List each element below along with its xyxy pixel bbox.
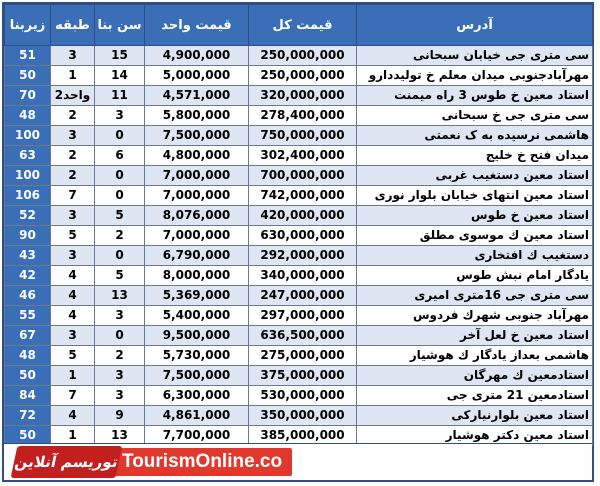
cell-total-price: 250,000,000 bbox=[249, 66, 357, 86]
cell-unit-price: 5,369,000 bbox=[145, 286, 249, 306]
cell-total-price: 250,000,000 bbox=[249, 46, 357, 66]
cell-age: 3 bbox=[95, 366, 145, 386]
cell-address: استادمعین 21 متری جی bbox=[357, 386, 593, 406]
table-row bbox=[5, 346, 593, 366]
cell-total-price: 742,000,000 bbox=[249, 186, 357, 206]
cell-floor: 3 bbox=[51, 126, 95, 146]
cell-address: سی متری جی 16متری امیری bbox=[357, 286, 593, 306]
cell-total-price: 350,000,000 bbox=[249, 406, 357, 426]
cell-floor: 4 bbox=[51, 306, 95, 326]
cell-age: 0 bbox=[95, 126, 145, 146]
cell-area: 50 bbox=[5, 366, 51, 386]
cell-unit-price: 7,000,000 bbox=[145, 186, 249, 206]
cell-floor: 4 bbox=[51, 266, 95, 286]
cell-area: 100 bbox=[5, 166, 51, 186]
cell-total-price: 700,000,000 bbox=[249, 166, 357, 186]
table-row bbox=[5, 326, 593, 346]
cell-age: 11 bbox=[95, 86, 145, 106]
table-row bbox=[5, 126, 593, 146]
cell-age: 0 bbox=[95, 246, 145, 266]
header-area: زیربنا bbox=[5, 5, 51, 46]
cell-age: 15 bbox=[95, 46, 145, 66]
cell-unit-price: 5,730,000 bbox=[145, 346, 249, 366]
cell-area: 43 bbox=[5, 246, 51, 266]
cell-floor: 2 bbox=[51, 166, 95, 186]
cell-address: استاد معین ك موسوی مطلق bbox=[357, 226, 593, 246]
cell-address: استاد معین خ طوس bbox=[357, 206, 593, 226]
cell-age: 0 bbox=[95, 326, 145, 346]
cell-address: استاد معین خ طوس 3 راه میمنت bbox=[357, 86, 593, 106]
cell-floor: 5 bbox=[51, 346, 95, 366]
cell-address: سی متری جی خیابان سبحانی bbox=[357, 46, 593, 66]
cell-unit-price: 7,500,000 bbox=[145, 126, 249, 146]
cell-total-price: 340,000,000 bbox=[249, 266, 357, 286]
cell-total-price: 292,000,000 bbox=[249, 246, 357, 266]
header-unit-price: قیمت واحد bbox=[145, 5, 249, 46]
cell-unit-price: 7,000,000 bbox=[145, 166, 249, 186]
cell-unit-price: 4,800,000 bbox=[145, 146, 249, 166]
cell-unit-price: 5,400,000 bbox=[145, 306, 249, 326]
cell-unit-price: 7,000,000 bbox=[145, 226, 249, 246]
cell-floor: 1 bbox=[51, 426, 95, 446]
cell-area: 46 bbox=[5, 286, 51, 306]
cell-address: استاد معین دکتر هوشیار bbox=[357, 426, 593, 446]
cell-age: 3 bbox=[95, 386, 145, 406]
listing-table-card bbox=[2, 2, 594, 482]
apartment-price-table bbox=[4, 4, 593, 446]
cell-floor: 3 bbox=[51, 206, 95, 226]
cell-address: دستغیب ك افتخاری bbox=[357, 246, 593, 266]
table-row bbox=[5, 46, 593, 66]
cell-area: 48 bbox=[5, 106, 51, 126]
cell-address: مهرآباد جنوبی شهرك فردوس bbox=[357, 306, 593, 326]
cell-total-price: 275,000,000 bbox=[249, 346, 357, 366]
cell-area: 52 bbox=[5, 206, 51, 226]
cell-floor: 1 bbox=[51, 66, 95, 86]
cell-unit-price: 9,500,000 bbox=[145, 326, 249, 346]
cell-unit-price: 8,000,000 bbox=[145, 266, 249, 286]
cell-age: 0 bbox=[95, 186, 145, 206]
cell-area: 67 bbox=[5, 326, 51, 346]
cell-unit-price: 5,800,000 bbox=[145, 106, 249, 126]
cell-address: استاد معین بلوارنیارکی bbox=[357, 406, 593, 426]
cell-age: 3 bbox=[95, 106, 145, 126]
cell-area: 90 bbox=[5, 226, 51, 246]
cell-floor: 4 bbox=[51, 406, 95, 426]
cell-total-price: 375,000,000 bbox=[249, 366, 357, 386]
cell-age: 9 bbox=[95, 406, 145, 426]
table-row bbox=[5, 366, 593, 386]
cell-age: 13 bbox=[95, 286, 145, 306]
cell-age: 2 bbox=[95, 346, 145, 366]
cell-area: 48 bbox=[5, 346, 51, 366]
cell-age: 13 bbox=[95, 426, 145, 446]
cell-total-price: 302,400,000 bbox=[249, 146, 357, 166]
cell-floor: 2واحد bbox=[51, 86, 95, 106]
cell-floor: 4 bbox=[51, 286, 95, 306]
cell-age: 5 bbox=[95, 206, 145, 226]
cell-address: استاد معین دستغیب غربی bbox=[357, 166, 593, 186]
cell-floor: 1 bbox=[51, 366, 95, 386]
table-row bbox=[5, 66, 593, 86]
cell-floor: 7 bbox=[51, 386, 95, 406]
cell-area: 100 bbox=[5, 126, 51, 146]
cell-total-price: 320,000,000 bbox=[249, 86, 357, 106]
cell-age: 14 bbox=[95, 66, 145, 86]
cell-floor: 7 bbox=[51, 186, 95, 206]
table-row bbox=[5, 406, 593, 426]
cell-floor: 3 bbox=[51, 326, 95, 346]
cell-address: هاشمی بعداز یادگار ك هوشیار bbox=[357, 346, 593, 366]
table-row bbox=[5, 186, 593, 206]
cell-total-price: 385,000,000 bbox=[249, 426, 357, 446]
cell-address: میدان فتح خ خلیج bbox=[357, 146, 593, 166]
table-row bbox=[5, 386, 593, 406]
cell-unit-price: 4,861,000 bbox=[145, 406, 249, 426]
cell-address: یادگار امام نبش طوس bbox=[357, 266, 593, 286]
brand-logo-persian: توریسم آنلاین bbox=[11, 446, 123, 478]
cell-area: 72 bbox=[5, 406, 51, 426]
cell-age: 2 bbox=[95, 226, 145, 246]
table-header-row bbox=[5, 5, 593, 46]
cell-address: استاد معین خ لعل آخر bbox=[357, 326, 593, 346]
header-total-price: قیمت کل bbox=[249, 5, 357, 46]
cell-unit-price: 6,300,000 bbox=[145, 386, 249, 406]
cell-unit-price: 7,500,000 bbox=[145, 366, 249, 386]
cell-floor: 3 bbox=[51, 246, 95, 266]
cell-total-price: 530,000,000 bbox=[249, 386, 357, 406]
cell-age: 3 bbox=[95, 306, 145, 326]
cell-area: 42 bbox=[5, 266, 51, 286]
cell-address: استاد معین انتهای خیابان بلوار نوری bbox=[357, 186, 593, 206]
cell-total-price: 247,000,000 bbox=[249, 286, 357, 306]
cell-address: استادمعین ك مهرگان bbox=[357, 366, 593, 386]
cell-total-price: 636,500,000 bbox=[249, 326, 357, 346]
cell-floor: 2 bbox=[51, 106, 95, 126]
cell-unit-price: 4,571,000 bbox=[145, 86, 249, 106]
header-floor: طبقه bbox=[51, 5, 95, 46]
cell-area: 55 bbox=[5, 306, 51, 326]
cell-floor: 3 bbox=[51, 46, 95, 66]
footer-banner bbox=[4, 443, 592, 480]
table-row bbox=[5, 86, 593, 106]
cell-floor: 2 bbox=[51, 146, 95, 166]
cell-area: 70 bbox=[5, 86, 51, 106]
cell-area: 63 bbox=[5, 146, 51, 166]
cell-area: 50 bbox=[5, 66, 51, 86]
table-row bbox=[5, 166, 593, 186]
table-row bbox=[5, 206, 593, 226]
cell-area: 106 bbox=[5, 186, 51, 206]
cell-total-price: 297,000,000 bbox=[249, 306, 357, 326]
cell-address: مهرآبادجنوبی میدان معلم خ تولیددارو bbox=[357, 66, 593, 86]
cell-unit-price: 7,700,000 bbox=[145, 426, 249, 446]
header-address: آدرس bbox=[357, 5, 593, 46]
cell-age: 0 bbox=[95, 166, 145, 186]
cell-address: هاشمی نرسیده به ک نعمتی bbox=[357, 126, 593, 146]
cell-total-price: 278,400,000 bbox=[249, 106, 357, 126]
cell-floor: 5 bbox=[51, 226, 95, 246]
table-row bbox=[5, 146, 593, 166]
table-row bbox=[5, 266, 593, 286]
table-row bbox=[5, 106, 593, 126]
table-row bbox=[5, 226, 593, 246]
cell-area: 50 bbox=[5, 426, 51, 446]
cell-unit-price: 6,790,000 bbox=[145, 246, 249, 266]
cell-total-price: 750,000,000 bbox=[249, 126, 357, 146]
header-age: سن بنا bbox=[95, 5, 145, 46]
table-row bbox=[5, 306, 593, 326]
cell-area: 84 bbox=[5, 386, 51, 406]
cell-unit-price: 4,900,000 bbox=[145, 46, 249, 66]
cell-unit-price: 5,000,000 bbox=[145, 66, 249, 86]
cell-unit-price: 8,076,000 bbox=[145, 206, 249, 226]
cell-total-price: 420,000,000 bbox=[249, 206, 357, 226]
brand-logo-latin: TourismOnline.co bbox=[22, 448, 292, 476]
cell-area: 51 bbox=[5, 46, 51, 66]
table-row bbox=[5, 286, 593, 306]
cell-age: 5 bbox=[95, 266, 145, 286]
table-row bbox=[5, 246, 593, 266]
cell-address: سی متری جی خ سبحانی bbox=[357, 106, 593, 126]
cell-total-price: 630,000,000 bbox=[249, 226, 357, 246]
cell-age: 6 bbox=[95, 146, 145, 166]
